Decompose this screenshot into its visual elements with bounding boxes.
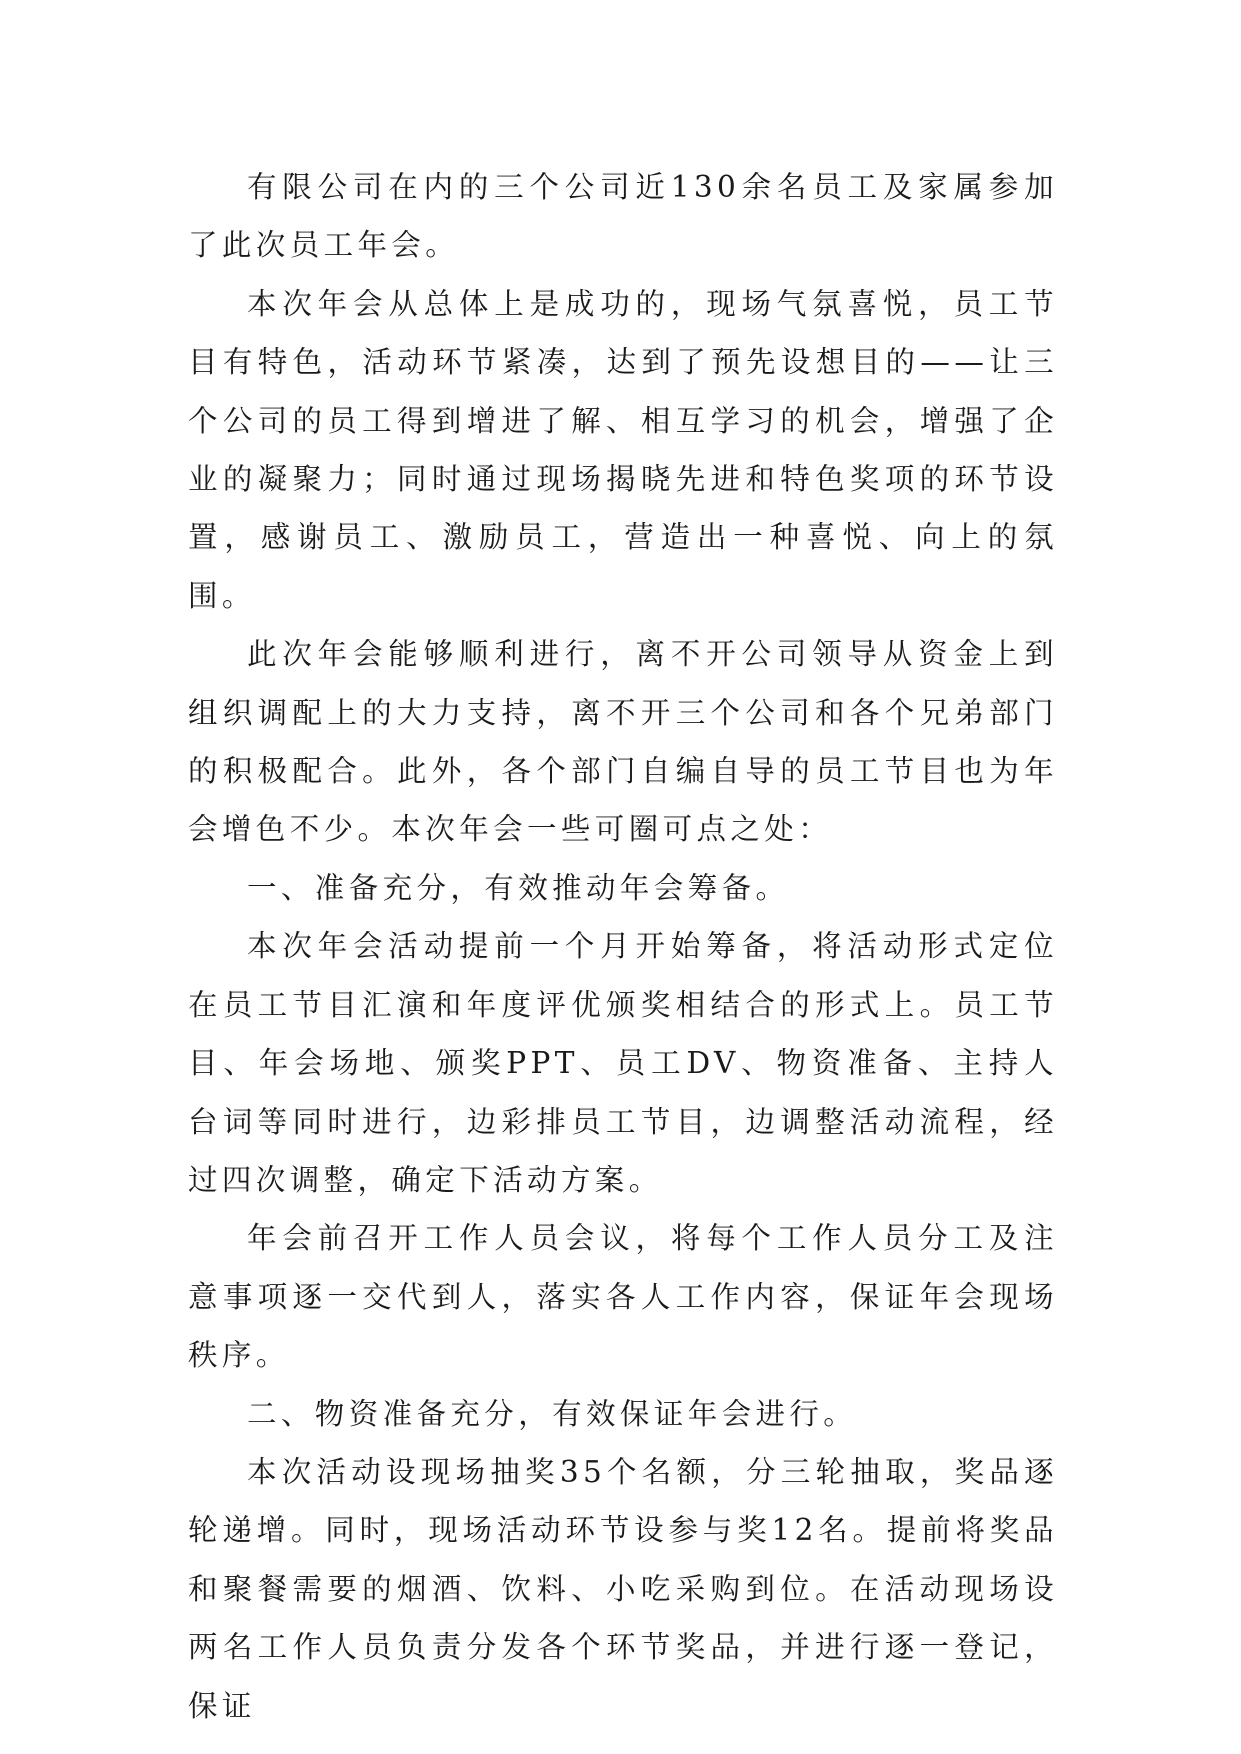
paragraph-preparation-details: 本次年会活动提前一个月开始筹备，将活动形式定位在员工节目汇演和年度评优颁奖相结合的形式上。员工节目、年会场地、颁奖PPT、员工DV、物资准备、主持人台词等同时进行，边彩排员工节目，边调整活动流程，经过四次调整，确定下活动方案。 [188,929,1058,1197]
section-heading-preparation: 一、准备充分，有效推动年会筹备。 [247,870,790,905]
paragraph-support: 此次年会能够顺利进行，离不开公司领导从资金上到组织调配上的大力支持，离不开三个公司和各个兄弟部门的积极配合。此外，各个部门自编自导的员工节目也为年会增色不少。本次年会一些可圈可点之处： [188,637,1058,847]
document-body [188,158,1058,1735]
paragraph-attendance: 有限公司在内的三个公司近130余名员工及家属参加了此次员工年会。 [188,170,1058,263]
paragraph-success-summary: 本次年会从总体上是成功的，现场气氛喜悦，员工节目有特色，活动环节紧凑，达到了预先设想目的——让三个公司的员工得到增进了解、相互学习的机会，增强了企业的凝聚力；同时通过现场揭晓先进和特色奖项的环节设置，感谢员工、激励员工，营造出一种喜悦、向上的氛围。 [188,286,1058,613]
paragraph-staff-meeting: 年会前召开工作人员会议，将每个工作人员分工及注意事项逐一交代到人，落实各人工作内容，保证年会现场秩序。 [188,1221,1058,1373]
section-heading-supplies: 二、物资准备充分，有效保证年会进行。 [247,1396,858,1431]
paragraph-lottery-prizes: 本次活动设现场抽奖35个名额，分三轮抽取，奖品逐轮递增。同时，现场活动环节设参与奖12名。提前将奖品和聚餐需要的烟酒、饮料、小吃采购到位。在活动现场设两名工作人员负责分发各个环节奖品，并进行逐一登记，保证 [188,1454,1058,1723]
